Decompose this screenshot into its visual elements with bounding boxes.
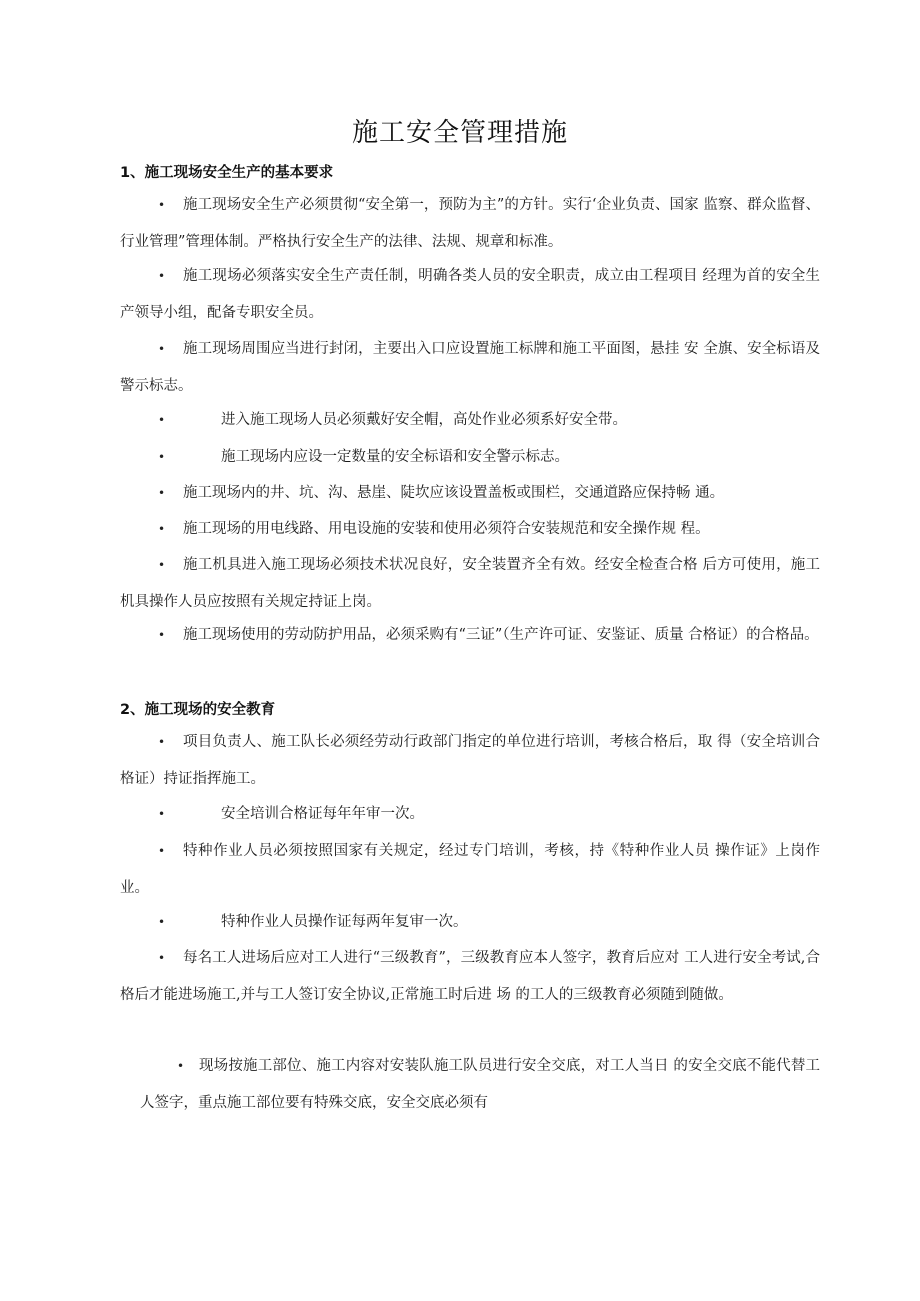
section-2-heading: 2、施工现场的安全教育 bbox=[120, 702, 276, 718]
section-1-item-5 bbox=[120, 439, 820, 476]
bullet-icon: • bbox=[177, 1059, 185, 1073]
section-1-item-9 bbox=[120, 617, 820, 654]
section-2-item-2 bbox=[120, 796, 820, 833]
section-2-item-1 bbox=[120, 724, 820, 798]
item-text: 施工机具进入施工现场必须技术状况良好，安全装置齐全有效。经安全检查合格 后方可使用，施工机具操作人员应按照有关规定持证上岗。 bbox=[120, 557, 820, 610]
bullet-icon: • bbox=[158, 269, 166, 283]
bullet-icon: • bbox=[158, 342, 166, 356]
item-text: 施工现场使用的劳动防护用品，必须采购有“三证”（生产许可证、安鉴证、质量 合格证）的合格品。 bbox=[183, 627, 819, 643]
section-1-item-2 bbox=[120, 258, 820, 332]
section-1-heading: 1、施工现场安全生产的基本要求 bbox=[120, 165, 334, 181]
section-1-item-4 bbox=[120, 402, 820, 439]
bullet-icon: • bbox=[158, 915, 166, 929]
bullet-icon: • bbox=[158, 486, 166, 500]
section-1-item-1 bbox=[120, 187, 820, 261]
section-1-item-7 bbox=[120, 511, 820, 548]
bullet-icon: • bbox=[158, 558, 166, 572]
item-text: 施工现场安全生产必须贯彻“安全第一，预防为主”的方针。实行‘企业负责、国家 监察、群众监督、行业管理”管理体制。严格执行安全生产的法律、法规、规章和标准。 bbox=[120, 197, 820, 250]
section-2-item-4 bbox=[120, 904, 820, 941]
bullet-icon: • bbox=[158, 450, 166, 464]
section-1-item-3 bbox=[120, 331, 820, 405]
item-text: 施工现场的用电线路、用电设施的安装和使用必须符合安装规范和安全操作规 程。 bbox=[183, 521, 710, 537]
section-2-item-5 bbox=[120, 940, 820, 1014]
section-1-item-8 bbox=[120, 547, 820, 621]
item-text: 特种作业人员必须按照国家有关规定，经过专门培训，考核，持《特种作业人员 操作证》上岗作业。 bbox=[120, 843, 820, 896]
item-text: 施工现场必须落实安全生产责任制，明确各类人员的安全职责，成立由工程项目 经理为首的安全生产领导小组，配备专职安全员。 bbox=[120, 268, 820, 321]
item-text: 安全培训合格证每年年审一次。 bbox=[221, 806, 424, 822]
section-1-item-6 bbox=[120, 475, 820, 512]
item-text: 进入施工现场人员必须戴好安全帽，高处作业必须系好安全带。 bbox=[221, 412, 627, 428]
bullet-icon: • bbox=[158, 198, 166, 212]
item-text: 施工现场周围应当进行封闭，主要出入口应设置施工标牌和施工平面图，悬挂 安 全旗、安全标语及警示标志。 bbox=[120, 341, 820, 394]
item-text: 每名工人进场后应对工人进行“三级教育”，三级教育应本人签字，教育后应对 工人进行安全考试,合格后才能进场施工,并与工人签订安全协议,正常施工时后进 场 的工人的三级教育必须随到随做。 bbox=[120, 950, 820, 1003]
bullet-icon: • bbox=[158, 951, 166, 965]
item-text: 项目负责人、施工队长必须经劳动行政部门指定的单位进行培训，考核合格后，取 得（安全培训合格证）持证指挥施工。 bbox=[120, 734, 820, 787]
bullet-icon: • bbox=[158, 413, 166, 427]
item-text: 施工现场内的井、坑、沟、悬崖、陡坎应该设置盖板或围栏，交通道路应保持畅 通。 bbox=[183, 485, 725, 501]
document-title: 施工安全管理措施 bbox=[351, 118, 568, 148]
bullet-icon: • bbox=[158, 735, 166, 749]
bullet-icon: • bbox=[158, 844, 166, 858]
item-text: 施工现场内应设一定数量的安全标语和安全警示标志。 bbox=[221, 449, 569, 465]
section-2-item-3 bbox=[120, 833, 820, 907]
bullet-icon: • bbox=[158, 628, 166, 642]
item-text: 特种作业人员操作证每两年复审一次。 bbox=[221, 914, 468, 930]
section-2-item-6 bbox=[140, 1048, 820, 1122]
bullet-icon: • bbox=[158, 522, 166, 536]
bullet-icon: • bbox=[158, 807, 166, 821]
item-text: 现场按施工部位、施工内容对安装队施工队员进行安全交底，对工人当日 的安全交底不能代替工人签字，重点施工部位要有特殊交底，安全交底必须有 bbox=[140, 1058, 820, 1111]
